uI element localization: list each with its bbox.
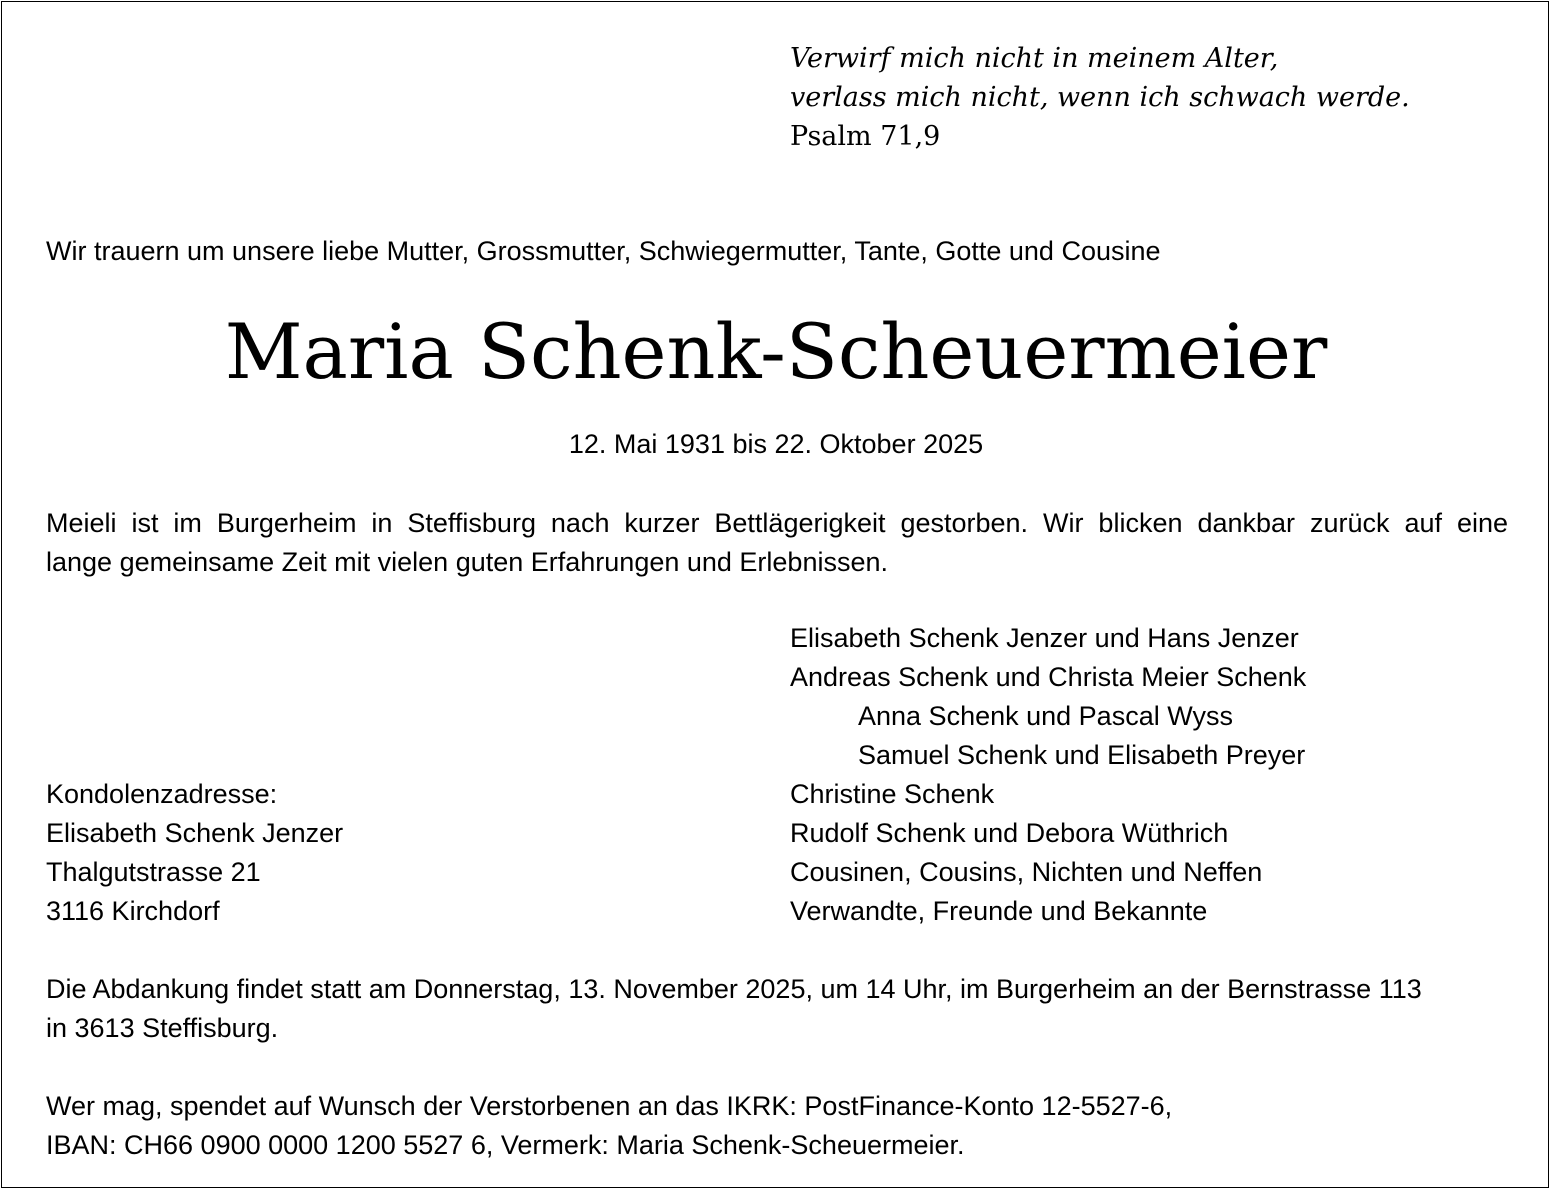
mourners-list	[790, 619, 1306, 931]
message-line-2: lange gemeinsame Zeit mit vielen guten Erfahrungen und Erlebnissen.	[46, 547, 888, 577]
mourner-item: Rudolf Schenk und Debora Wüthrich	[790, 818, 1229, 848]
mourner-item: Christine Schenk	[790, 779, 995, 809]
condolence-city: 3116 Kirchdorf	[46, 896, 220, 926]
service-line-1: Die Abdankung findet statt am Donnerstag, 13. November 2025, um 14 Uhr, im Burgerheim an der Bernstrasse 113	[46, 974, 1422, 1004]
bible-verse	[790, 39, 1410, 156]
mourner-item: Andreas Schenk und Christa Meier Schenk	[790, 662, 1307, 692]
verse-line-1: Verwirf mich nicht in meinem Alter,	[790, 43, 1279, 74]
verse-line-2: verlass mich nicht, wenn ich schwach werde.	[790, 82, 1410, 113]
message-line-1: Meieli ist im Burgerheim in Steffisburg nach kurzer Bettlägerigkeit gestorben. Wir blicken dankbar zurück auf eine	[46, 508, 1508, 538]
life-dates: 12. Mai 1931 bis 22. Oktober 2025	[568, 429, 984, 459]
obituary-notice	[1, 1, 1549, 1188]
service-info	[46, 970, 1508, 1048]
condolence-label: Kondolenzadresse:	[46, 779, 278, 809]
condolence-address	[46, 775, 343, 931]
deceased-name: Maria Schenk-Scheuermeier	[224, 307, 1328, 396]
mourner-item: Anna Schenk und Pascal Wyss	[858, 701, 1233, 731]
condolence-street: Thalgutstrasse 21	[46, 857, 261, 887]
condolence-name: Elisabeth Schenk Jenzer	[46, 818, 344, 848]
donation-line-2: IBAN: CH66 0900 0000 1200 5527 6, Vermerk: Maria Schenk-Scheuermeier.	[46, 1130, 965, 1160]
donation-line-1: Wer mag, spendet auf Wunsch der Verstorbenen an das IKRK: PostFinance-Konto 12-5527-6,	[46, 1091, 1173, 1121]
donation-info	[46, 1087, 1508, 1165]
mourner-item: Verwandte, Freunde und Bekannte	[790, 896, 1208, 926]
service-line-2: in 3613 Steffisburg.	[46, 1013, 279, 1043]
intro-text: Wir trauern um unsere liebe Mutter, Grossmutter, Schwiegermutter, Tante, Gotte und Cousine	[46, 236, 1161, 266]
verse-reference: Psalm 71,9	[790, 121, 941, 152]
mourner-item: Elisabeth Schenk Jenzer und Hans Jenzer	[790, 623, 1299, 653]
message-paragraph	[46, 504, 1508, 582]
mourner-item: Cousinen, Cousins, Nichten und Neffen	[790, 857, 1263, 887]
mourner-item: Samuel Schenk und Elisabeth Preyer	[858, 740, 1306, 770]
